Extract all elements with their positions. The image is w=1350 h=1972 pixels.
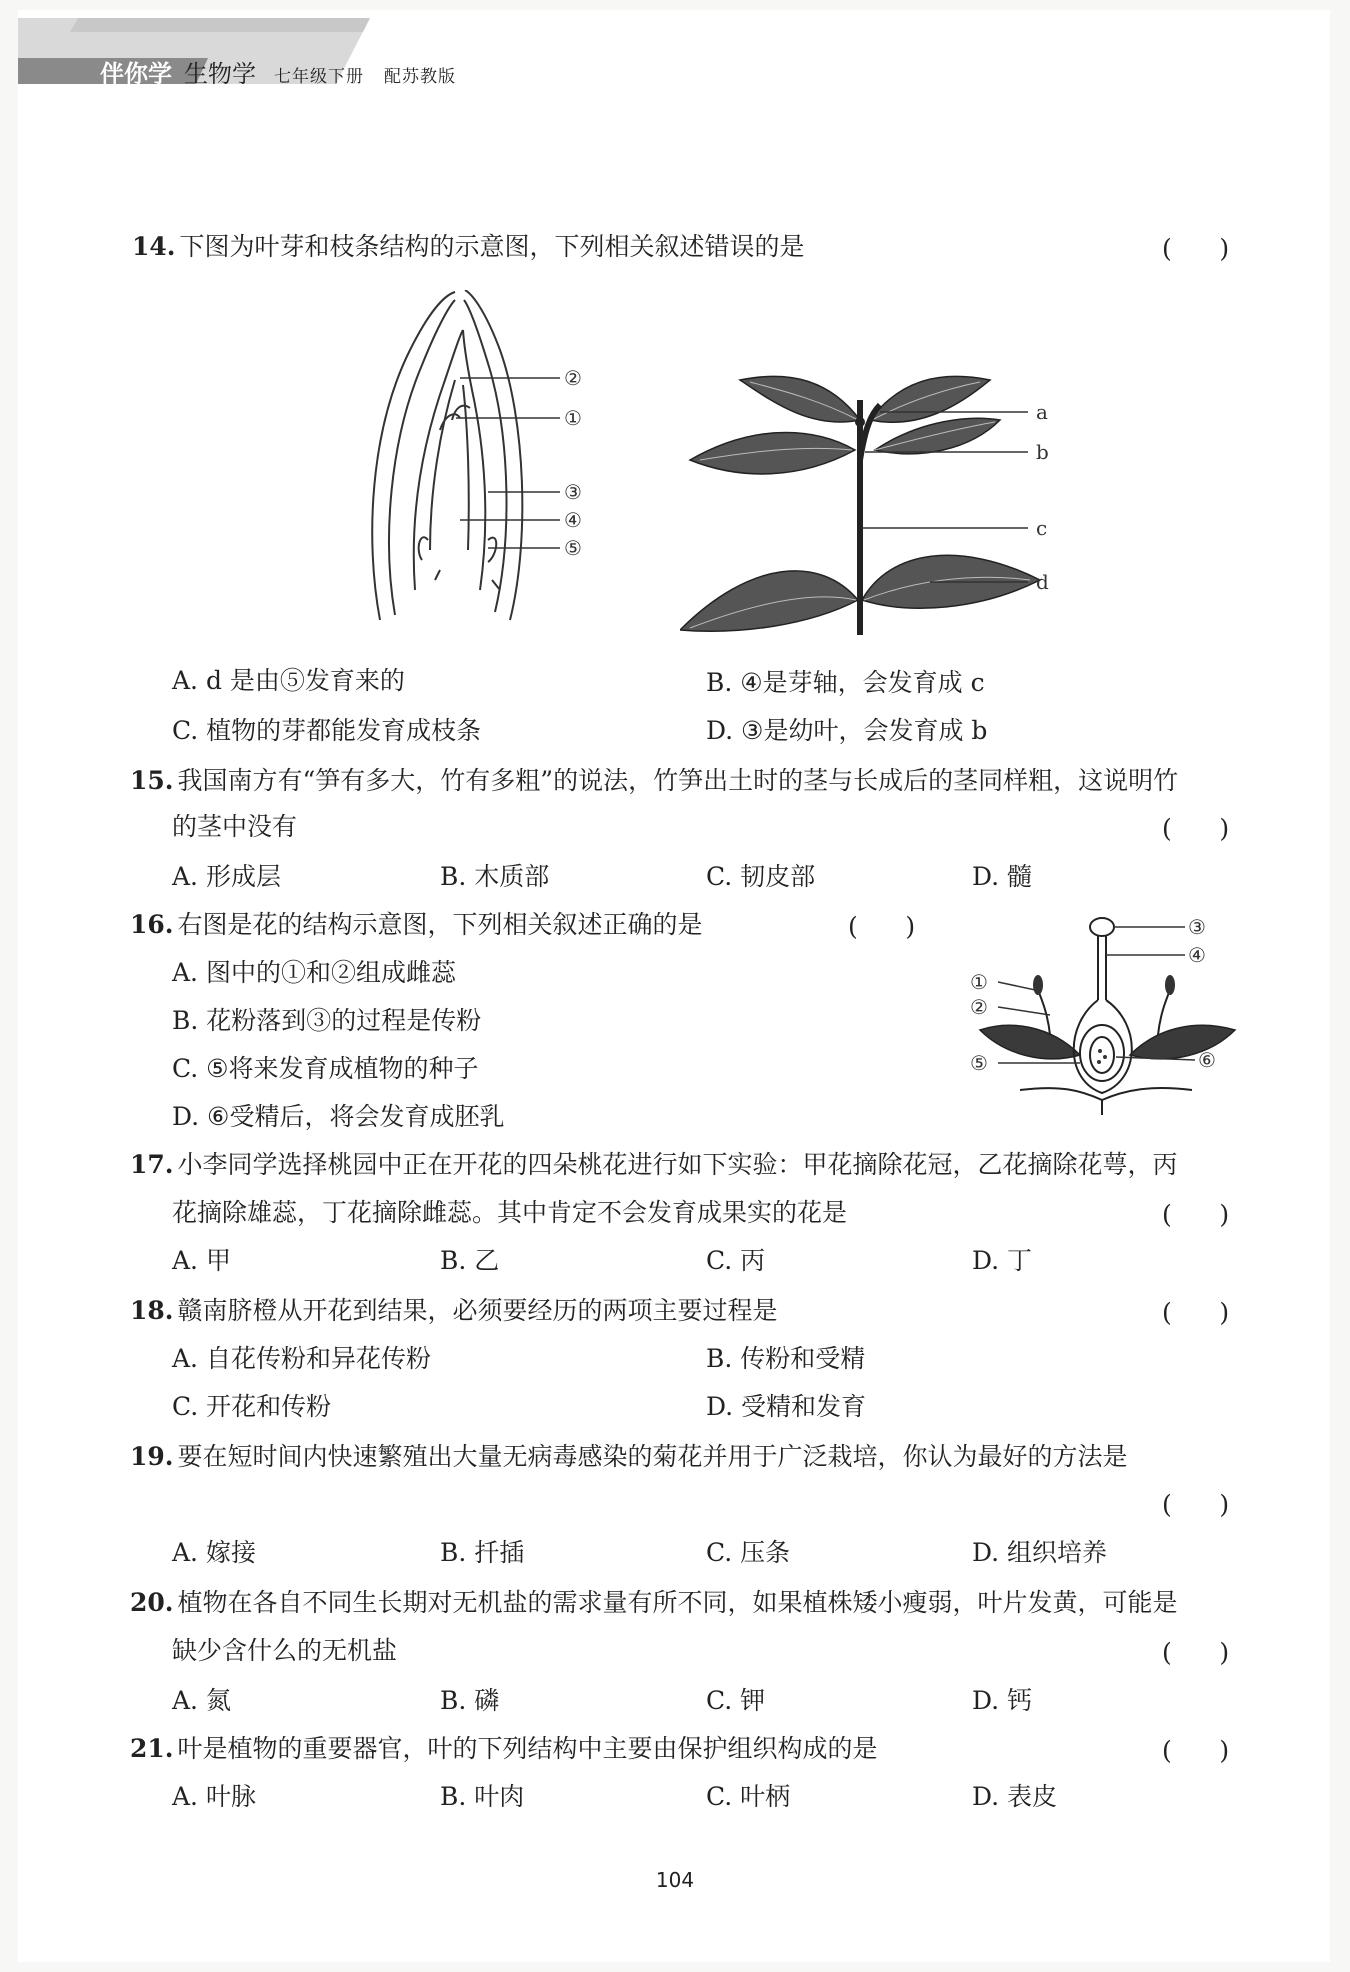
bud-label-5: ⑤	[564, 536, 582, 560]
question-stem: 赣南脐橙从开花到结果，必须要经历的两项主要过程是	[177, 1296, 778, 1325]
option-d: D. 受精和发育	[706, 1392, 867, 1421]
option-a: A. 自花传粉和异花传粉	[172, 1344, 431, 1373]
option-a: A. 形成层	[172, 862, 281, 891]
option-c: C. 叶柄	[706, 1782, 791, 1811]
flower-label-5: ⑤	[970, 1051, 988, 1075]
option-c: C. 韧皮部	[706, 862, 816, 891]
bud-label-2: ②	[564, 366, 582, 390]
option-b: B. 传粉和受精	[706, 1344, 866, 1373]
flower-label-2: ②	[970, 995, 988, 1019]
answer-paren: ( )	[1162, 1200, 1230, 1229]
question-20-line-2: 缺少含什么的无机盐	[172, 1636, 398, 1665]
option-d: D. 钙	[972, 1686, 1033, 1715]
question-stem: 右图是花的结构示意图，下列相关叙述正确的是	[177, 910, 703, 939]
bud-label-1: ①	[564, 406, 582, 430]
question-21: 21. 叶是植物的重要器官，叶的下列结构中主要由保护组织构成的是	[130, 1734, 878, 1763]
option-b: B. 花粉落到③的过程是传粉	[172, 1006, 482, 1035]
option-d: D. ③是幼叶，会发育成 b	[706, 716, 988, 745]
option-a: A. 叶脉	[172, 1782, 256, 1811]
branch-label-d: d	[1036, 570, 1049, 594]
answer-paren: ( )	[1162, 1638, 1230, 1667]
option-c: C. 钾	[706, 1686, 766, 1715]
flower-label-3: ③	[1188, 915, 1206, 939]
option-d: D. 髓	[972, 862, 1033, 891]
question-15-line-2: 的茎中没有	[172, 812, 298, 841]
option-a: A. 嫁接	[172, 1538, 256, 1567]
branch-label-b: b	[1036, 440, 1049, 464]
option-c: C. 开花和传粉	[172, 1392, 332, 1421]
option-a: A. 氮	[172, 1686, 231, 1715]
flower-label-1: ①	[970, 970, 988, 994]
option-d: D. 表皮	[972, 1782, 1058, 1811]
option-a: A. 图中的①和②组成雌蕊	[172, 958, 456, 987]
page-number: 104	[655, 1868, 695, 1892]
bud-label-4: ④	[564, 508, 582, 532]
option-c: C. ⑤将来发育成植物的种子	[172, 1054, 479, 1083]
option-c: C. 压条	[706, 1538, 791, 1567]
answer-paren: ( )	[1162, 234, 1230, 263]
answer-paren: ( )	[1162, 1736, 1230, 1765]
question-17-line-2: 花摘除雄蕊，丁花摘除雌蕊。其中肯定不会发育成果实的花是	[172, 1198, 848, 1227]
option-d: D. ⑥受精后，将会发育成胚乳	[172, 1102, 505, 1131]
question-19: 19. 要在短时间内快速繁殖出大量无病毒感染的菊花并用于广泛栽培，你认为最好的方法是	[130, 1442, 1128, 1471]
option-b: B. 木质部	[440, 862, 550, 891]
branch-diagram	[680, 360, 1060, 640]
question-stem: 我国南方有“笋有多大，竹有多粗”的说法，竹笋出土时的茎与长成后的茎同样粗，这说明竹	[177, 766, 1179, 795]
answer-paren: ( )	[1162, 814, 1230, 843]
flower-label-6: ⑥	[1198, 1048, 1216, 1072]
option-b: B. 乙	[440, 1246, 500, 1275]
running-header	[100, 54, 456, 88]
question-20: 20. 植物在各自不同生长期对无机盐的需求量有所不同，如果植株矮小瘦弱，叶片发黄，可能是	[130, 1588, 1178, 1617]
option-d: D. 组织培养	[972, 1538, 1108, 1567]
option-c: C. 丙	[706, 1246, 766, 1275]
question-stem: 植物在各自不同生长期对无机盐的需求量有所不同，如果植株矮小瘦弱，叶片发黄，可能是	[177, 1588, 1178, 1617]
flower-label-4: ④	[1188, 943, 1206, 967]
answer-paren: ( )	[1162, 1298, 1230, 1327]
flower-diagram	[960, 905, 1250, 1120]
bud-label-3: ③	[564, 480, 582, 504]
question-15: 15. 我国南方有“笋有多大，竹有多粗”的说法，竹笋出土时的茎与长成后的茎同样粗，这说明竹	[130, 766, 1179, 795]
question-14: 14. 下图为叶芽和枝条结构的示意图，下列相关叙述错误的是	[132, 232, 805, 261]
option-b: B. 叶肉	[440, 1782, 525, 1811]
question-stem: 要在短时间内快速繁殖出大量无病毒感染的菊花并用于广泛栽培，你认为最好的方法是	[177, 1442, 1128, 1471]
edition-label: 配苏教版	[384, 67, 456, 87]
answer-paren: ( )	[1162, 1490, 1230, 1519]
option-a: A. d 是由⑤发育来的	[172, 666, 405, 695]
answer-paren: ( )	[848, 912, 916, 941]
leaf-bud-diagram	[360, 290, 600, 630]
option-b: B. 扦插	[440, 1538, 525, 1567]
question-stem: 小李同学选择桃园中正在开花的四朵桃花进行如下实验：甲花摘除花冠，乙花摘除花萼，丙	[177, 1150, 1178, 1179]
question-16: 16. 右图是花的结构示意图，下列相关叙述正确的是	[130, 910, 703, 939]
grade-label: 七年级下册	[274, 67, 364, 87]
question-18: 18. 赣南脐橙从开花到结果，必须要经历的两项主要过程是	[130, 1296, 778, 1325]
question-stem: 下图为叶芽和枝条结构的示意图，下列相关叙述错误的是	[179, 232, 805, 261]
question-17: 17. 小李同学选择桃园中正在开花的四朵桃花进行如下实验：甲花摘除花冠，乙花摘除花萼，丙	[130, 1150, 1178, 1179]
subject-title: 生物学	[184, 60, 256, 88]
question-stem: 叶是植物的重要器官，叶的下列结构中主要由保护组织构成的是	[177, 1734, 878, 1763]
option-a: A. 甲	[172, 1246, 231, 1275]
branch-label-a: a	[1036, 400, 1048, 424]
option-b: B. ④是芽轴，会发育成 c	[706, 668, 985, 697]
option-d: D. 丁	[972, 1246, 1033, 1275]
series-title: 伴你学	[100, 60, 172, 88]
option-b: B. 磷	[440, 1686, 500, 1715]
branch-label-c: c	[1036, 516, 1048, 540]
option-c: C. 植物的芽都能发育成枝条	[172, 716, 482, 745]
